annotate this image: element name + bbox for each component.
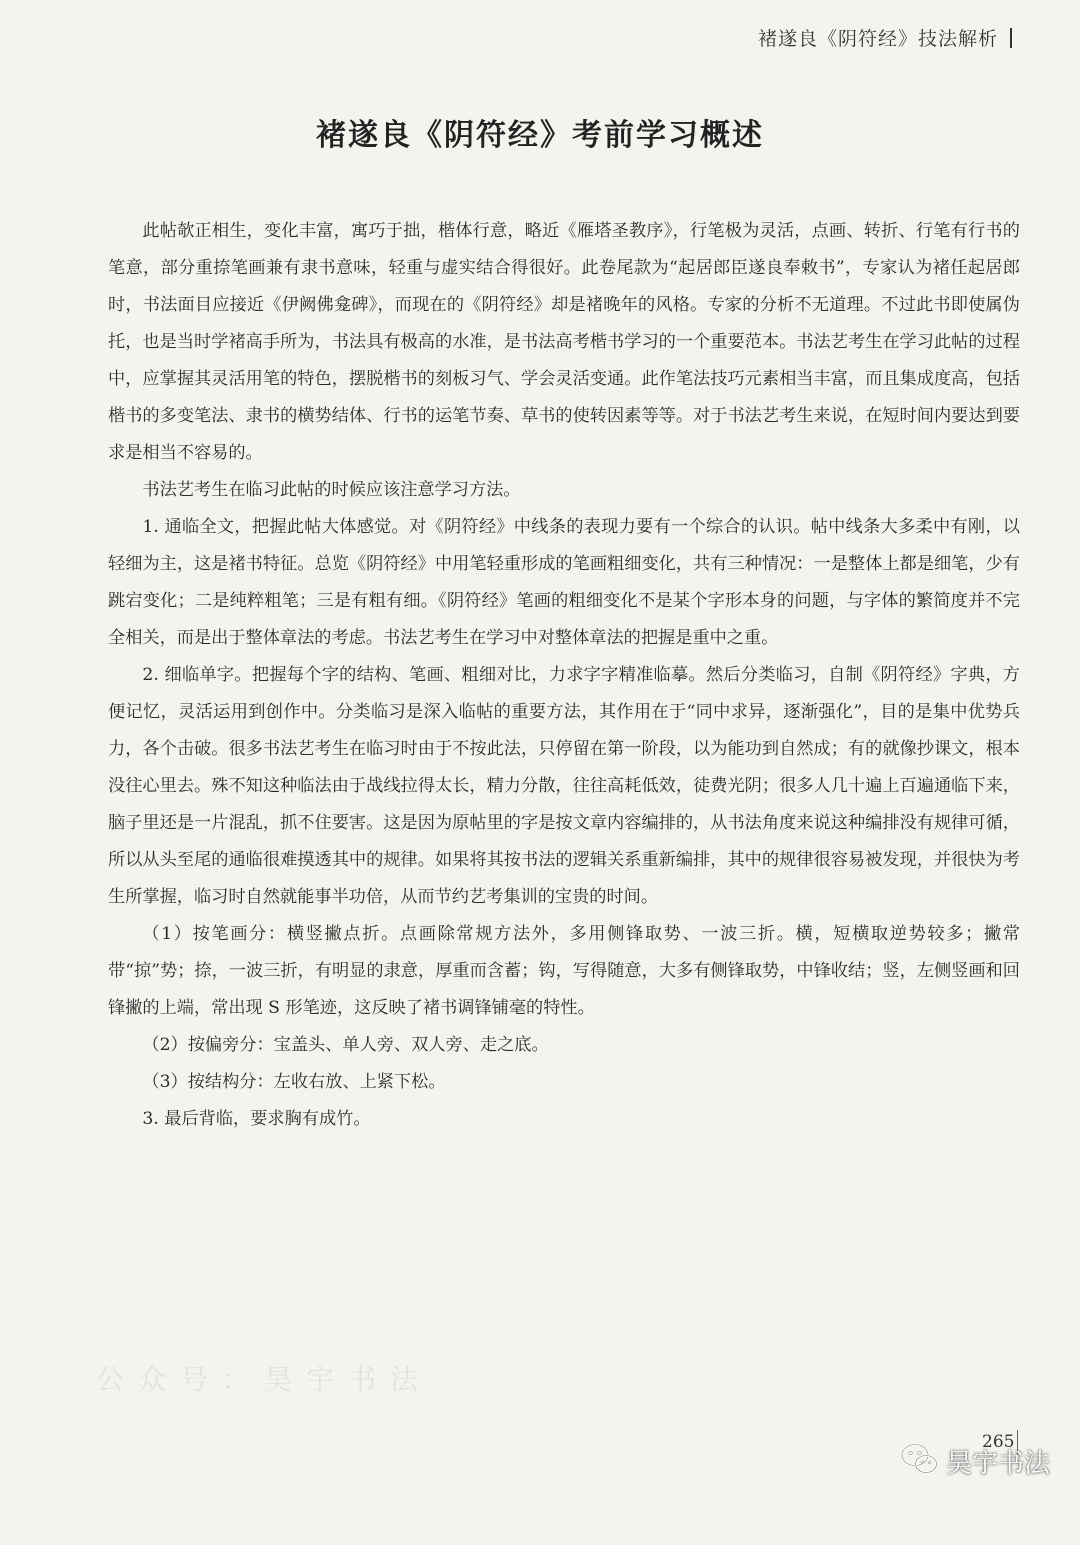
paragraph-step-2: 2. 细临单字。把握每个字的结构、笔画、粗细对比，力求字字精准临摹。然后分类临习，自制《阴符经》字典，方便记忆，灵活运用到创作中。分类临习是深入临帖的重要方法，其作用在于“同中求异，逐渐强化”，目的是集中优势兵力，各个击破。很多书法艺考生在临习时由于不按此法，只停留在第一阶段，以为能功到自然成；有的就像抄课文，根本没往心里去。殊不知这种临法由于战线拉得太长，精力分散，往往高耗低效，徒费光阴；很多人几十遍上百遍通临下来，脑子里还是一片混乱，抓不住要害。这是因为原帖里的字是按文章内容编排的，从书法角度来说这种编排没有规律可循，所以从头至尾的通临很难摸透其中的规律。如果将其按书法的逻辑关系重新编排，其中的规律很容易被发现，并很快为考生所掌握，临习时自然就能事半功倍，从而节约艺考集训的宝贵的时间。 bbox=[108, 665, 1020, 907]
page-number: 265 bbox=[982, 1432, 1015, 1452]
badge-text: 昊宇书法 bbox=[946, 1448, 1051, 1479]
paragraph-method-intro: 书法艺考生在临习此帖的时候应该注意学习方法。 bbox=[142, 480, 521, 500]
paragraph-sub-2: （2）按偏旁分：宝盖头、单人旁、双人旁、走之底。 bbox=[142, 1035, 549, 1055]
running-header-text: 褚遂良《阴符经》技法解析 bbox=[757, 28, 998, 50]
wechat-icon bbox=[900, 1442, 940, 1480]
running-header bbox=[758, 24, 1012, 51]
paragraph-step-1: 1. 通临全文，把握此帖大体感觉。对《阴符经》中线条的表现力要有一个综合的认识。帖中线条大多柔中有刚，以轻细为主，这是褚书特征。总览《阴符经》中用笔轻重形成的笔画粗细变化，共有三种情况：一是整体上都是细笔，少有跳宕变化；二是纯粹粗笔；三是有粗有细。《阴符经》笔画的粗细变化不是某个字形本身的问题，与字体的繁简度并不完全相关，而是出于整体章法的考虑。书法艺考生在学习中对整体章法的把握是重中之重。 bbox=[108, 517, 1020, 648]
paragraph-sub-1: （1）按笔画分：横竖撇点折。点画除常规方法外，多用侧锋取势、一波三折。横，短横取逆势较多；撇常带“掠”势；捺，一波三折，有明显的隶意，厚重而含蓄；钩，写得随意，大多有侧锋取势，中锋收结；竖，左侧竖画和回锋撇的上端，常出现 S 形笔迹，这反映了褚书调锋铺毫的特性。 bbox=[108, 924, 1020, 1018]
account-badge bbox=[900, 1442, 1050, 1480]
page-title: 褚遂良《阴符经》考前学习概述 bbox=[316, 118, 764, 153]
paragraph-sub-3: （3）按结构分：左收右放、上紧下松。 bbox=[142, 1072, 446, 1092]
paragraph-step-3: 3. 最后背临，要求胸有成竹。 bbox=[142, 1109, 371, 1129]
watermark: 公众号：昊宇书法 bbox=[96, 1363, 433, 1396]
header-divider bbox=[1010, 28, 1012, 48]
article-body bbox=[108, 213, 1020, 1138]
paragraph-intro: 此帖欹正相生，变化丰富，寓巧于拙，楷体行意，略近《雁塔圣教序》，行笔极为灵活，点画、转折、行笔有行书的笔意，部分重捺笔画兼有隶书意味，轻重与虚实结合得很好。此卷尾款为“起居郎臣遂良奉敕书”，专家认为褚任起居郎时，书法面目应接近《伊阙佛龛碑》，而现在的《阴符经》却是褚晚年的风格。专家的分析不无道理。不过此书即使属伪托，也是当时学褚高手所为，书法具有极高的水准，是书法高考楷书学习的一个重要范本。书法艺考生在学习此帖的过程中，应掌握其灵活用笔的特色，摆脱楷书的刻板习气、学会灵活变通。此作笔法技巧元素相当丰富，而且集成度高，包括楷书的多变笔法、隶书的横势结体、行书的运笔节奏、草书的使转因素等等。对于书法艺考生来说，在短时间内要达到要求是相当不容易的。 bbox=[108, 221, 1020, 463]
